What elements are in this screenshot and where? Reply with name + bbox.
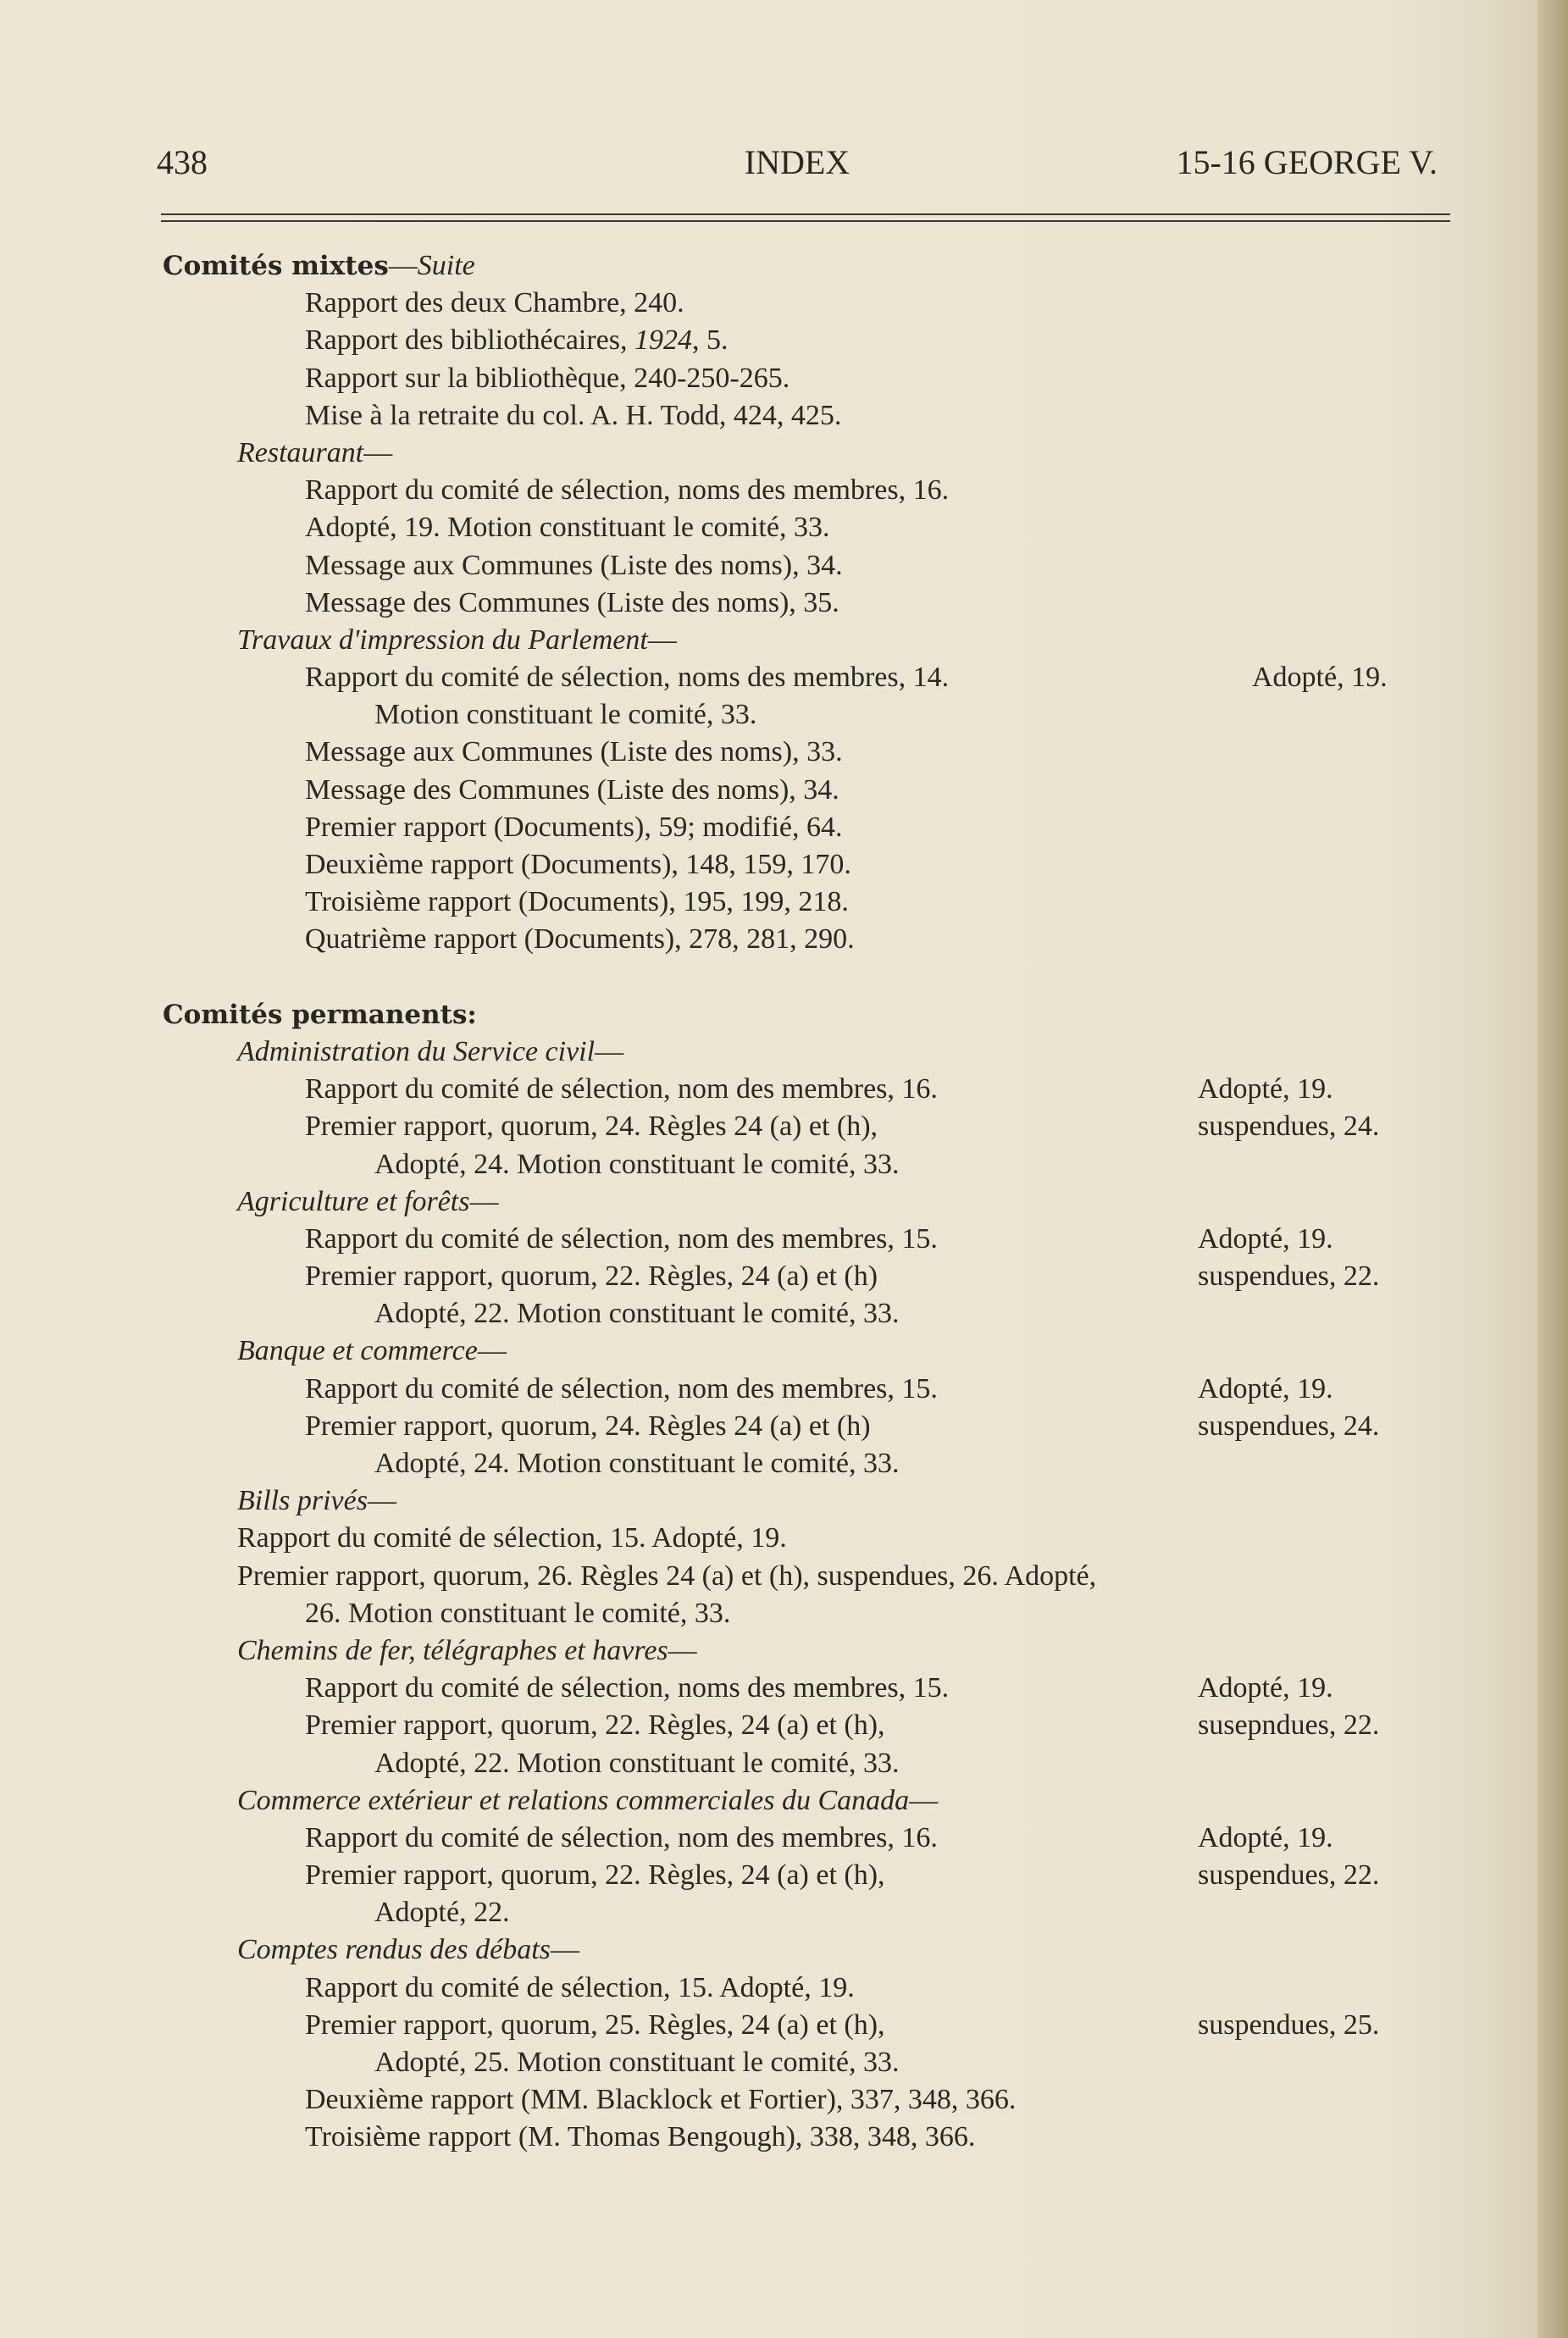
running-header bbox=[157, 142, 1438, 193]
index-line: Rapport du comité de sélection, noms des membres, 16. bbox=[305, 474, 950, 507]
index-entries bbox=[0, 247, 1568, 2157]
index-line: Rapport sur la bibliothèque, 240-250-265. bbox=[305, 362, 790, 394]
index-line: Mise à la retraite du col. A. H. Todd, 424, 425. bbox=[305, 399, 842, 431]
index-line: Adopté, 24. Motion constituant le comité, 33. bbox=[374, 1448, 900, 1479]
entry-heading: Comités permanents: bbox=[163, 999, 477, 1030]
entry-subheading: Commerce extérieur et relations commerciales du Canada— bbox=[237, 1784, 939, 1816]
index-line: Rapport du comité de sélection, noms des membres, 15. Adopté, 19. bbox=[305, 1672, 1333, 1704]
header-title: INDEX bbox=[744, 143, 850, 181]
index-line: Rapport des deux Chambre, 240. bbox=[305, 287, 684, 319]
index-line: Deuxième rapport (Documents), 148, 159, 170. bbox=[305, 849, 851, 880]
header-rule-bottom bbox=[161, 220, 1450, 222]
entry-subheading: Banque et commerce— bbox=[237, 1335, 507, 1367]
index-line: Troisième rapport (Documents), 195, 199, 218. bbox=[305, 886, 849, 918]
index-line: Premier rapport, quorum, 22. Règles, 24 (a) et (h) suspendues, 22. bbox=[305, 1260, 1380, 1293]
index-line: Adopté, 22. bbox=[374, 1897, 510, 1929]
header-rule-top bbox=[161, 213, 1450, 215]
index-line: Premier rapport, quorum, 25. Règles, 24 (a) et (h), suspendues, 25. bbox=[305, 2008, 1380, 2041]
index-line: Adopté, 22. Motion constituant le comité, 33. bbox=[374, 1298, 900, 1330]
index-line: Premier rapport, quorum, 22. Règles, 24 (a) et (h), susepndues, 22. bbox=[305, 1709, 1380, 1742]
entry-heading: Comités mixtes—Suite bbox=[163, 250, 475, 281]
index-line: Quatrième rapport (Documents), 278, 281, 290. bbox=[305, 923, 855, 956]
entry-subheading: Comptes rendus des débats— bbox=[237, 1934, 579, 1966]
index-line: Rapport des bibliothécaires, 1924, 5. bbox=[305, 324, 729, 357]
entry-subheading: Chemins de fer, télégraphes et havres— bbox=[237, 1634, 697, 1666]
index-line: 26. Motion constituant le comité, 33. bbox=[305, 1597, 731, 1629]
index-line: Adopté, 22. Motion constituant le comité, 33. bbox=[374, 1747, 900, 1779]
index-line: Rapport du comité de sélection, nom des membres, 15. Adopté, 19. bbox=[305, 1372, 1333, 1404]
index-line: Premier rapport, quorum, 26. Règles 24 (a) et (h), suspendues, 26. Adopté, bbox=[237, 1560, 1097, 1592]
section-gap bbox=[0, 959, 1568, 996]
index-line: Premier rapport, quorum, 24. Règles 24 (a) et (h) suspendues, 24. bbox=[305, 1410, 1380, 1442]
index-line: Rapport du comité de sélection, 15. Adopté, 19. bbox=[305, 1971, 855, 2003]
index-line: Premier rapport (Documents), 59; modifié, 64. bbox=[305, 811, 843, 843]
index-line: Deuxième rapport (MM. Blacklock et Fortier), 337, 348, 366. bbox=[305, 2084, 1017, 2116]
index-line: Adopté, 24. Motion constituant le comité, 33. bbox=[374, 1148, 900, 1180]
index-line: Message des Communes (Liste des noms), 34. bbox=[305, 773, 839, 806]
index-line: Rapport du comité de sélection, noms des membres, 14. Adopté, 19. bbox=[305, 662, 1388, 694]
entry-subheading: Restaurant— bbox=[237, 436, 393, 468]
index-line: Premier rapport, quorum, 24. Règles 24 (a) et (h), suspendues, 24. bbox=[305, 1111, 1380, 1143]
index-line: Troisième rapport (M. Thomas Bengough), 338, 348, 366. bbox=[305, 2121, 976, 2153]
index-line: Rapport du comité de sélection, nom des membres, 16. Adopté, 19. bbox=[305, 1821, 1333, 1853]
index-line: Message aux Communes (Liste des noms), 33. bbox=[305, 736, 843, 768]
index-line: Message aux Communes (Liste des noms), 34. bbox=[305, 549, 843, 581]
entry-subheading: Bills privés— bbox=[237, 1485, 396, 1517]
index-line: Motion constituant le comité, 33. bbox=[374, 699, 757, 731]
index-line: Rapport du comité de sélection, nom des membres, 15. Adopté, 19. bbox=[305, 1222, 1333, 1255]
page-number: 438 bbox=[157, 143, 208, 181]
index-line: Premier rapport, quorum, 22. Règles, 24 (a) et (h), suspendues, 22. bbox=[305, 1859, 1380, 1892]
entry-subheading: Agriculture et forêts— bbox=[237, 1185, 499, 1217]
index-line: Adopté, 19. Motion constituant le comité, 33. bbox=[305, 512, 830, 544]
entry-subheading: Travaux d'impression du Parlement— bbox=[237, 623, 677, 656]
index-line: Adopté, 25. Motion constituant le comité, 33. bbox=[374, 2047, 900, 2078]
header-reign: 15-16 GEORGE V. bbox=[1176, 143, 1438, 181]
index-line: Rapport du comité de sélection, 15. Adopté, 19. bbox=[237, 1522, 787, 1554]
index-line: Message des Communes (Liste des noms), 35. bbox=[305, 586, 839, 618]
entry-subheading: Administration du Service civil— bbox=[237, 1035, 624, 1067]
index-line: Rapport du comité de sélection, nom des membres, 16. Adopté, 19. bbox=[305, 1073, 1333, 1105]
